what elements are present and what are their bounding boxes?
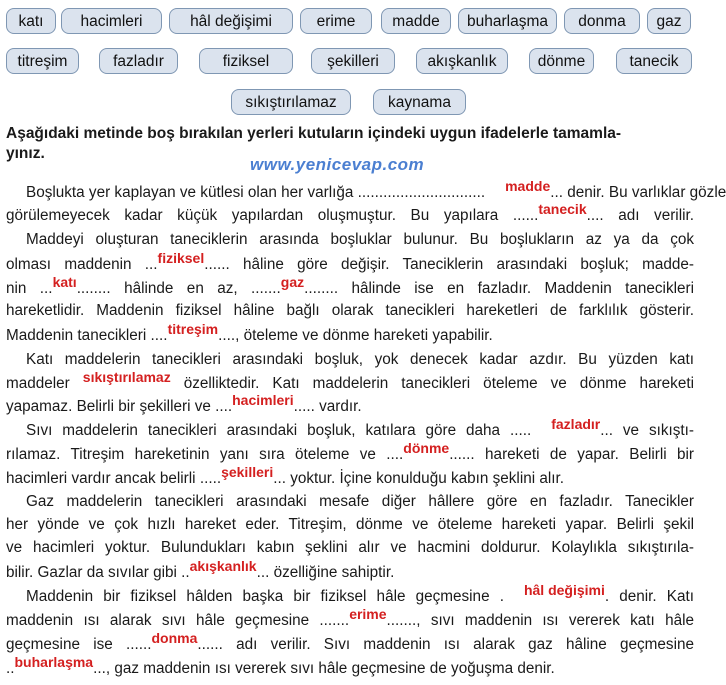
text-line: Gaz maddelerin tanecikleri arasındaki mesafe diğer hâllere göre en fazladır. Tanecikler [26, 493, 694, 510]
word-chip: madde [381, 8, 451, 34]
text-line: Maddeyi oluşturan taneciklerin arasında boşluklar bulunur. Bu boşlukların az ya da çok [26, 231, 694, 248]
watermark: www.yenicevap.com [250, 155, 425, 174]
text-line: Katı maddelerin tanecikleri arasındaki boşluk, yok denecek kadar azdır. Bu yüzden katı [26, 351, 694, 368]
text-line: rılamaz. Titreşim hareketinin yanı sıra öteleme ve ....dönme...... hareketi de yapar. Belirli bir [6, 443, 694, 466]
word-chip: fazladır [99, 48, 178, 74]
answer-titresim: titreşim [167, 321, 219, 337]
word-chip: kaynama [373, 89, 466, 115]
word-chip: hâl değişimi [169, 8, 293, 34]
answer-madde: madde [505, 178, 551, 194]
text-line: her yönde ve çok hızlı hareket eder. Titreşim, dönme ve öteleme hareketi yapar. Belirli şekil [6, 516, 694, 533]
word-chip: titreşim [6, 48, 79, 74]
instructions: Aşağıdaki metinde boş bırakılan yerleri kutuların içindeki uygun ifadelerle tamamla- yınız. [6, 125, 622, 162]
word-chip: katı [6, 8, 56, 34]
word-chip: tanecik [616, 48, 692, 74]
answer-sekilleri: şekilleri [221, 464, 274, 480]
text-line: geçmesine ise ......donma...... adı verilir. Sıvı maddenin ısı alarak gaz hâline geçmesine [6, 633, 694, 656]
text-line: olması maddenin ...fiziksel...... hâline göre değişir. Taneciklerin arasındaki boşluk; madde- [6, 253, 694, 276]
text-line: hareketlidir. Maddenin fiziksel hâline bağlı olarak tanecikleri hareketleri de farklılık gösterir. [6, 302, 694, 319]
text-line: Sıvı maddelerin tanecikleri arasındaki boşluk, katılara göre daha ..... fazladır... ve sıkıştı- [6, 419, 694, 442]
answer-donme: dönme [403, 440, 450, 456]
word-chip: şekilleri [311, 48, 395, 74]
text-line: maddeler sıkıştırılamaz özelliktedir. Katı maddelerin tanecikleri öteleme ve dönme hareketi [6, 372, 694, 395]
text-line: hacimleri vardır ancak belirli .....şekilleri... yoktur. İçine konulduğu kabın şeklini alır. [6, 467, 694, 490]
word-chip: erime [300, 8, 372, 34]
text-line: ve hacimleri yoktur. Bulundukları kabın şeklini alır ve hacmini doldurur. Kolaylıkla sıkıştırıla- [6, 539, 694, 556]
answer-tanecik: tanecik [538, 201, 587, 217]
text-line: ..buharlaşma..., gaz maddenin ısı vererek sıvı hâle geçmesine de yoğuşma denir. [6, 657, 694, 680]
word-chip: gaz [647, 8, 691, 34]
answer-fazladir: fazladır [551, 416, 601, 432]
word-chip: donma [564, 8, 640, 34]
answer-gaz: gaz [280, 274, 305, 290]
word-chip: dönme [529, 48, 594, 74]
word-chip: sıkıştırılamaz [231, 89, 351, 115]
answer-sikistirilamaz: sıkıştırılamaz [82, 369, 171, 385]
text-line: maddenin ısı alarak sıvı hâle geçmesine .......erime......., sıvı maddenin ısı vererek katı hâle [6, 609, 694, 632]
text-line: görülemeyecek kadar küçük yapılardan oluşmuştur. Bu yapılara ......tanecik.... adı verilir. [6, 204, 694, 227]
answer-erime: erime [349, 606, 387, 622]
text-line: nin ...katı........ hâlinde en az, .......gaz........ hâlinde ise en fazladır. Maddenin tanecikleri [6, 277, 694, 300]
text-line: Boşlukta yer kaplayan ve kütlesi olan her varlığa .............................. madde... denir. Bu varlıklar gözle [6, 181, 694, 204]
text-line: yapamaz. Belirli bir şekilleri ve ....hacimleri..... vardır. [6, 395, 694, 418]
answer-buharlasma: buharlaşma [14, 654, 94, 670]
answer-hal-degisimi: hâl değişimi [523, 582, 605, 598]
answer-donma: donma [151, 630, 198, 646]
word-chip: hacimleri [61, 8, 162, 34]
word-chip: fiziksel [199, 48, 293, 74]
answer-fiziksel: fiziksel [157, 250, 205, 266]
text-line: Maddenin bir fiziksel hâlden başka bir fiziksel hâle geçmesine . hâl değişimi. denir. Katı [6, 585, 694, 608]
answer-akiskanlik: akışkanlık [189, 558, 257, 574]
word-chip: buharlaşma [458, 8, 557, 34]
word-chip: akışkanlık [416, 48, 508, 74]
text-line: bilir. Gazlar da sıvılar gibi ..akışkanlık... özelliğine sahiptir. [6, 561, 694, 584]
text-line: Maddenin tanecikleri ....titreşim...., öteleme ve dönme hareketi yapabilir. [6, 324, 694, 347]
answer-kati: katı [52, 274, 77, 290]
answer-hacimleri: hacimleri [232, 392, 294, 408]
